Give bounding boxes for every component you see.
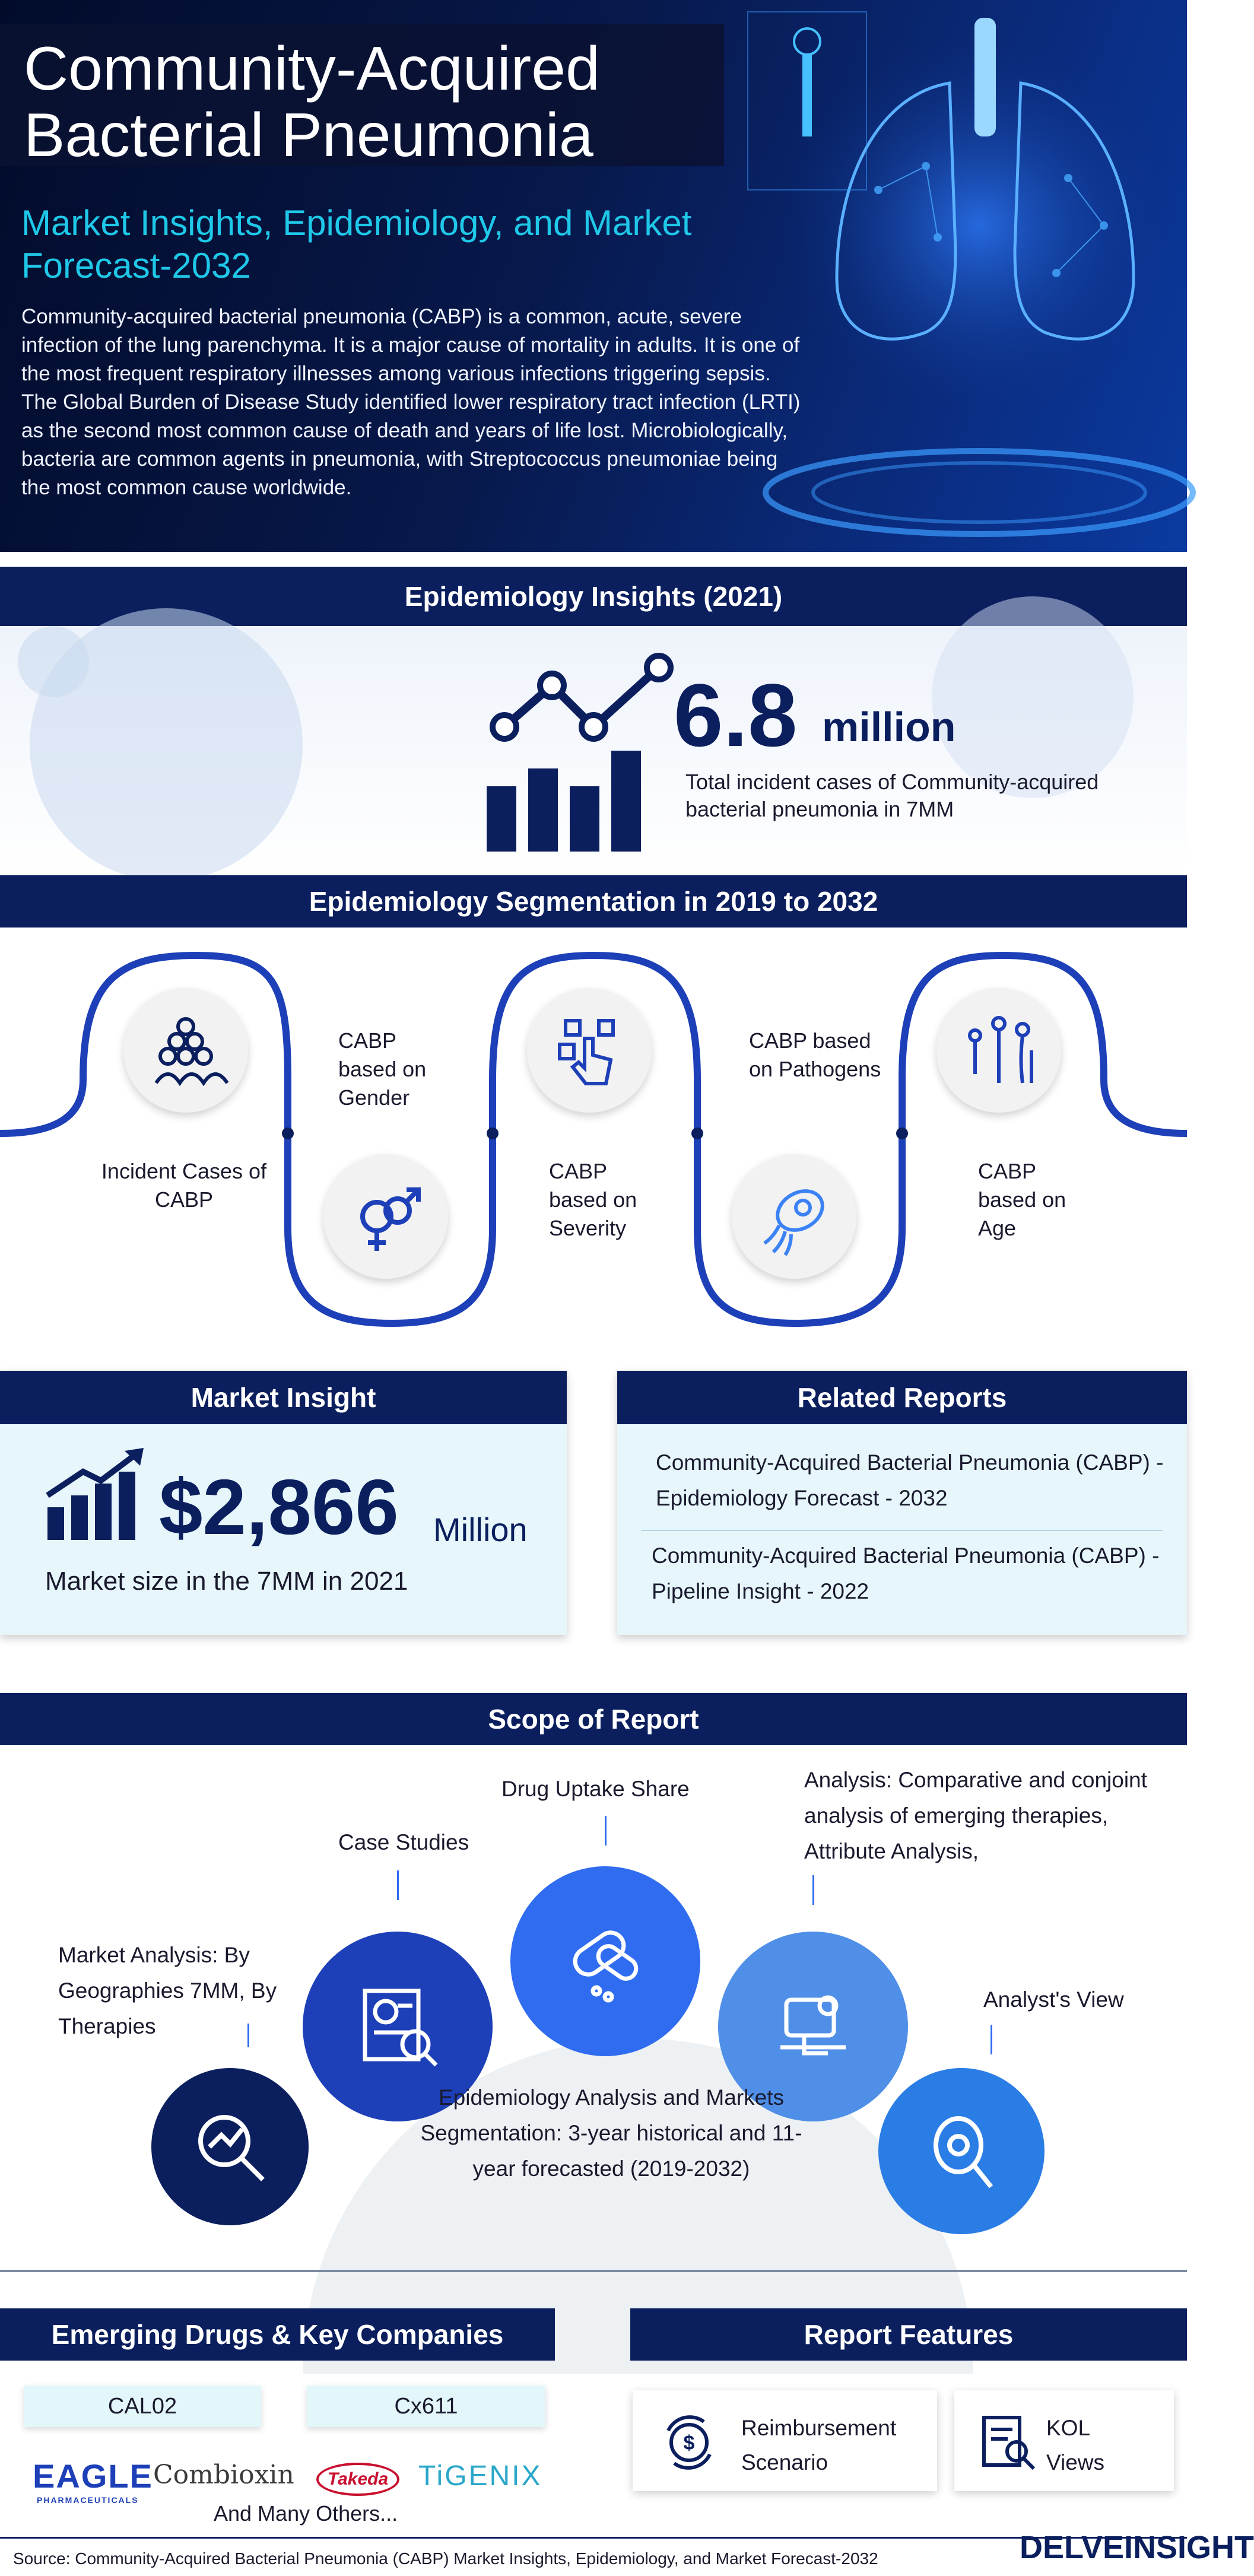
section-title: Epidemiology Segmentation in 2019 to 2032	[309, 886, 878, 917]
connector	[605, 1816, 607, 1846]
connector	[812, 1875, 814, 1905]
segment-label-severity: CABP based on Severity	[549, 1159, 637, 1240]
drug-chip: Cx611	[307, 2386, 545, 2427]
delveinsight-logo[interactable]: DELVEINSIGHT	[1020, 2530, 1254, 2565]
market-insight-header	[0, 1371, 567, 1424]
feature-card	[954, 2390, 1174, 2491]
divider	[0, 2537, 1187, 2539]
section-title: Scope of Report	[488, 1704, 699, 1735]
feature-card	[633, 2390, 937, 2491]
card-title: Market Insight	[191, 1382, 376, 1413]
report-features-header	[630, 2308, 1187, 2361]
intro-description: Community-acquired bacterial pneumonia (CABP) is a common, acute, severe infection of the lung parenchyma. It is a major cause of mortality in adults. It is one of the most frequent respiratory illnesses among various infections triggering sepsis. The Global Burden of Disease Study identified lower respiratory tract infection (LRTI) as the second most common cause of death and years of life lost. Microbiologically, bacteria are common agents in pneumonia, with Streptococcus pneumoniae being the most common cause worldwide.	[21, 305, 801, 499]
feature-label: KOL Views	[1046, 2416, 1105, 2475]
scope-label-market-analysis: Market Analysis: By Geographies 7MM, By Therapies	[58, 1943, 277, 2038]
others-note: And Many Others...	[214, 2501, 398, 2526]
scope-header	[0, 1693, 1187, 1745]
segmentation-header	[0, 875, 1187, 928]
feature-label: Reimbursement Scenario	[741, 2416, 897, 2475]
gender-icon	[323, 1154, 448, 1279]
scope-label-drug-uptake: Drug Uptake Share	[501, 1777, 690, 1801]
scope-label-case-studies: Case Studies	[338, 1830, 469, 1854]
drug-chip: CAL02	[24, 2386, 261, 2427]
source-note: Source: Community-Acquired Bacterial Pneumonia (CABP) Market Insights, Epidemiology, and Market Forecast-2032	[13, 2549, 878, 2568]
scope-label-analysis: Analysis: Comparative and conjoint analysis of emerging therapies, Attribute Analysis,	[804, 1768, 1147, 1863]
analyst-view-icon	[878, 2068, 1045, 2234]
incident-cases-description: Total incident cases of Community-acquired bacterial pneumonia in 7MM	[685, 770, 1099, 821]
divider	[0, 2270, 1187, 2272]
scope-label-analyst-view: Analyst's View	[983, 1987, 1124, 2012]
market-analysis-icon	[151, 2068, 309, 2225]
title-box	[0, 24, 724, 170]
incident-cases-value: 6.8	[674, 665, 798, 765]
market-size-value: $2,866	[159, 1463, 399, 1551]
age-people-icon	[936, 988, 1061, 1113]
connector	[990, 2025, 992, 2054]
takeda-logo: Takeda	[316, 2463, 399, 2496]
divider	[641, 1530, 1163, 1531]
crowd-icon	[123, 988, 248, 1113]
segment-label-pathogens: CABP based on Pathogens	[749, 1028, 881, 1081]
scope-center-text: Epidemiology Analysis and Markets Segmentation: 3-year historical and 11-year forecasted (2019-2032)	[420, 2085, 802, 2181]
page-title: Community-Acquired Bacterial Pneumonia	[24, 34, 600, 170]
drug-uptake-icon	[510, 1866, 700, 2056]
hero-banner	[0, 0, 1187, 552]
related-reports-card	[617, 1371, 1187, 1635]
segment-label-gender: CABP based on Gender	[338, 1028, 427, 1110]
epidemiology-insights-panel	[0, 626, 1187, 875]
market-size-description: Market size in the 7MM in 2021	[45, 1567, 408, 1596]
incident-cases-unit: million	[822, 704, 956, 750]
eagle-logo: EAGLE	[33, 2457, 153, 2495]
section-title: Epidemiology Insights (2021)	[404, 581, 783, 612]
segment-label-incident: Incident Cases of CABP	[101, 1159, 267, 1212]
tigenix-logo: TiGENIX	[418, 2460, 542, 2492]
growth-chart-icon	[481, 638, 671, 857]
page-subtitle: Market Insights, Epidemiology, and Market Forecast-2032	[21, 203, 692, 285]
related-reports-header	[617, 1371, 1187, 1424]
svg-text:$: $	[683, 2432, 695, 2454]
combioxin-logo: Combioxin	[153, 2460, 294, 2490]
segment-label-age: CABP based on Age	[978, 1159, 1066, 1240]
emerging-drugs-header	[0, 2308, 555, 2361]
related-report-link[interactable]: Community-Acquired Bacterial Pneumonia (CABP) - Pipeline Insight - 2022	[652, 1543, 1160, 1603]
bacteria-icon	[732, 1154, 856, 1279]
related-report-link[interactable]: Community-Acquired Bacterial Pneumonia (CABP) - Epidemiology Forecast - 2032	[656, 1450, 1164, 1510]
connector	[397, 1870, 399, 1900]
card-title: Related Reports	[797, 1382, 1007, 1413]
severity-touch-icon	[527, 988, 652, 1113]
section-title: Report Features	[804, 2319, 1014, 2350]
reimbursement-icon	[659, 2413, 719, 2472]
market-size-unit: Million	[433, 1511, 528, 1548]
market-growth-icon	[42, 1448, 148, 1543]
eagle-logo-subtitle: PHARMACEUTICALS	[37, 2495, 139, 2505]
kol-document-icon	[978, 2413, 1037, 2472]
section-title: Emerging Drugs & Key Companies	[51, 2319, 504, 2350]
